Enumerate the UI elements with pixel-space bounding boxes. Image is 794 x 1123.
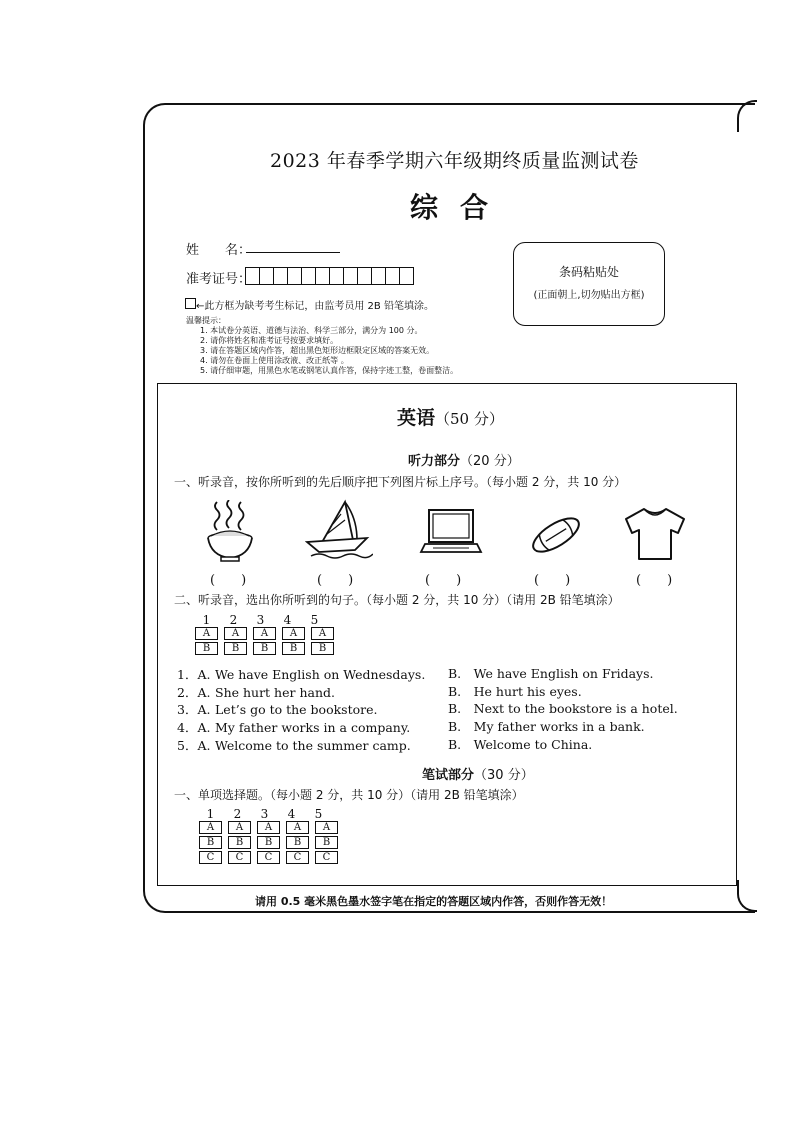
absent-note: ←此方框为缺考考生标记，由监考员用 2B 铅笔填涂。 [196, 301, 434, 312]
answer-paren[interactable]: ( ) [317, 573, 354, 588]
written-question-1: 一、单项选择题。（每小题 2 分，共 10 分）（请用 2B 铅笔填涂） [174, 788, 524, 802]
answer-paren[interactable]: ( ) [636, 573, 673, 588]
tips-block [186, 316, 458, 376]
listening-question-2: 二、听录音，选出你所听到的句子。（每小题 2 分，共 10 分）（请用 2B 铅笔填涂） [174, 593, 620, 607]
bubble-b[interactable]: B [315, 836, 338, 849]
question-number: 4 [287, 807, 296, 821]
listening-title-text: 听力部分 [408, 454, 461, 469]
barcode-title: 条码粘贴处 [558, 265, 619, 279]
subject-title: 综合 [410, 191, 511, 224]
tshirt-icon [622, 505, 688, 563]
bubble-a[interactable]: A [282, 627, 305, 640]
rice-bowl-icon [203, 500, 259, 564]
bubble-b[interactable]: B [224, 642, 247, 655]
question-number: 1 [202, 613, 211, 627]
option-a-text: We have English on Wednesdays. [215, 667, 426, 682]
bubble-a[interactable]: A [311, 627, 334, 640]
option-a [177, 718, 410, 736]
bubble-b[interactable]: B [311, 642, 334, 655]
question-number: 1 [206, 807, 215, 821]
rugby-ball-icon [528, 510, 584, 560]
footer-notice: 请用 0.5 毫米黑色墨水签字笔在指定的答题区域内作答，否则作答无效！ [255, 895, 613, 908]
bubble-a[interactable]: A [286, 821, 309, 834]
sailboat-icon [305, 498, 373, 560]
tip-item: 1. 本试卷分英语、道德与法治、科学三部分，满分为 100 分。 [200, 326, 423, 335]
bubble-a[interactable]: A [228, 821, 251, 834]
question-number: 5 [310, 613, 319, 627]
tip-item: 2. 请你将姓名和准考证号按要求填好。 [200, 336, 339, 345]
option-b: B. My father works in a bank. [448, 719, 645, 734]
barcode-area [513, 242, 665, 326]
answer-paren[interactable]: ( ) [425, 573, 462, 588]
option-number: 2．A. [177, 685, 211, 700]
bubble-a[interactable]: A [315, 821, 338, 834]
option-a-text: Welcome to the summer camp. [215, 738, 411, 753]
question-number: 5 [314, 807, 323, 821]
option-number: 4．A. [177, 720, 211, 735]
option-number: 1．A. [177, 667, 211, 682]
bubble-b[interactable]: B [253, 642, 276, 655]
bubble-a[interactable]: A [199, 821, 222, 834]
name-label: 姓 名： [186, 243, 252, 258]
bubble-a[interactable]: A [224, 627, 247, 640]
english-points: （50 分） [435, 410, 504, 428]
bubble-c[interactable]: C [199, 851, 222, 864]
written-title-text: 笔试部分 [422, 768, 475, 783]
answer-bubbles-b[interactable] [199, 836, 344, 849]
listening-title [408, 450, 520, 469]
option-a [177, 683, 335, 701]
absent-checkbox[interactable] [185, 298, 196, 309]
id-number-boxes[interactable] [245, 267, 413, 285]
english-title [397, 403, 504, 430]
id-label: 准考证号： [186, 272, 252, 287]
option-a [177, 700, 378, 718]
bubble-c[interactable]: C [257, 851, 280, 864]
bubble-a[interactable]: A [253, 627, 276, 640]
answer-paren[interactable]: ( ) [210, 573, 247, 588]
english-title-text: 英语 [397, 407, 436, 429]
bubble-b[interactable]: B [286, 836, 309, 849]
laptop-icon [419, 508, 483, 556]
written-points: （30 分） [474, 768, 534, 783]
question-numbers [197, 807, 332, 821]
question-number: 3 [256, 613, 265, 627]
option-a [177, 736, 411, 754]
tips-title: 温馨提示： [186, 316, 226, 325]
bubble-c[interactable]: C [228, 851, 251, 864]
answer-bubbles-a[interactable] [195, 627, 340, 640]
bubble-b[interactable]: B [195, 642, 218, 655]
written-title [422, 764, 534, 783]
bubble-b[interactable]: B [257, 836, 280, 849]
question-number: 3 [260, 807, 269, 821]
question-number: 4 [283, 613, 292, 627]
listening-question-1: 一、听录音，按你所听到的先后顺序把下列图片标上序号。（每小题 2 分，共 10 分） [174, 475, 627, 489]
tip-item: 3. 请在答题区域内作答，超出黑色矩形边框限定区域的答案无效。 [200, 346, 435, 355]
bubble-c[interactable]: C [315, 851, 338, 864]
option-number: 5．A. [177, 738, 211, 753]
name-field[interactable] [246, 252, 340, 253]
option-a-text: Let’s go to the bookstore. [215, 702, 378, 717]
barcode-note: (正面朝上,切勿贴出方框) [533, 290, 645, 301]
option-number: 3．A. [177, 702, 211, 717]
tip-item: 4. 请勿在卷面上使用涂改液、改正纸等 。 [200, 356, 349, 365]
option-a-text: My father works in a company. [215, 720, 411, 735]
option-b: B. Next to the bookstore is a hotel. [448, 701, 678, 716]
bubble-b[interactable]: B [228, 836, 251, 849]
bubble-b[interactable]: B [282, 642, 305, 655]
bubble-a[interactable]: A [195, 627, 218, 640]
bubble-c[interactable]: C [286, 851, 309, 864]
exam-title: 2023 年春季学期六年级期终质量监测试卷 [270, 150, 639, 172]
option-b: B. He hurt his eyes. [448, 684, 582, 699]
question-number: 2 [229, 613, 238, 627]
tip-item: 5. 请仔细审题，用黑色水笔或钢笔认真作答，保持字迹工整，卷面整洁。 [200, 366, 459, 375]
option-a-text: She hurt her hand. [215, 685, 335, 700]
bubble-a[interactable]: A [257, 821, 280, 834]
option-a [177, 665, 425, 683]
answer-bubbles-b[interactable] [195, 642, 340, 655]
option-b: B. Welcome to China. [448, 737, 593, 752]
answer-bubbles-c[interactable] [199, 851, 344, 864]
question-number: 2 [233, 807, 242, 821]
bubble-b[interactable]: B [199, 836, 222, 849]
option-b: B. We have English on Fridays. [448, 666, 654, 681]
question-numbers [193, 613, 328, 627]
answer-bubbles-a[interactable] [199, 821, 344, 834]
listening-points: （20 分） [460, 454, 520, 469]
answer-paren[interactable]: ( ) [534, 573, 571, 588]
